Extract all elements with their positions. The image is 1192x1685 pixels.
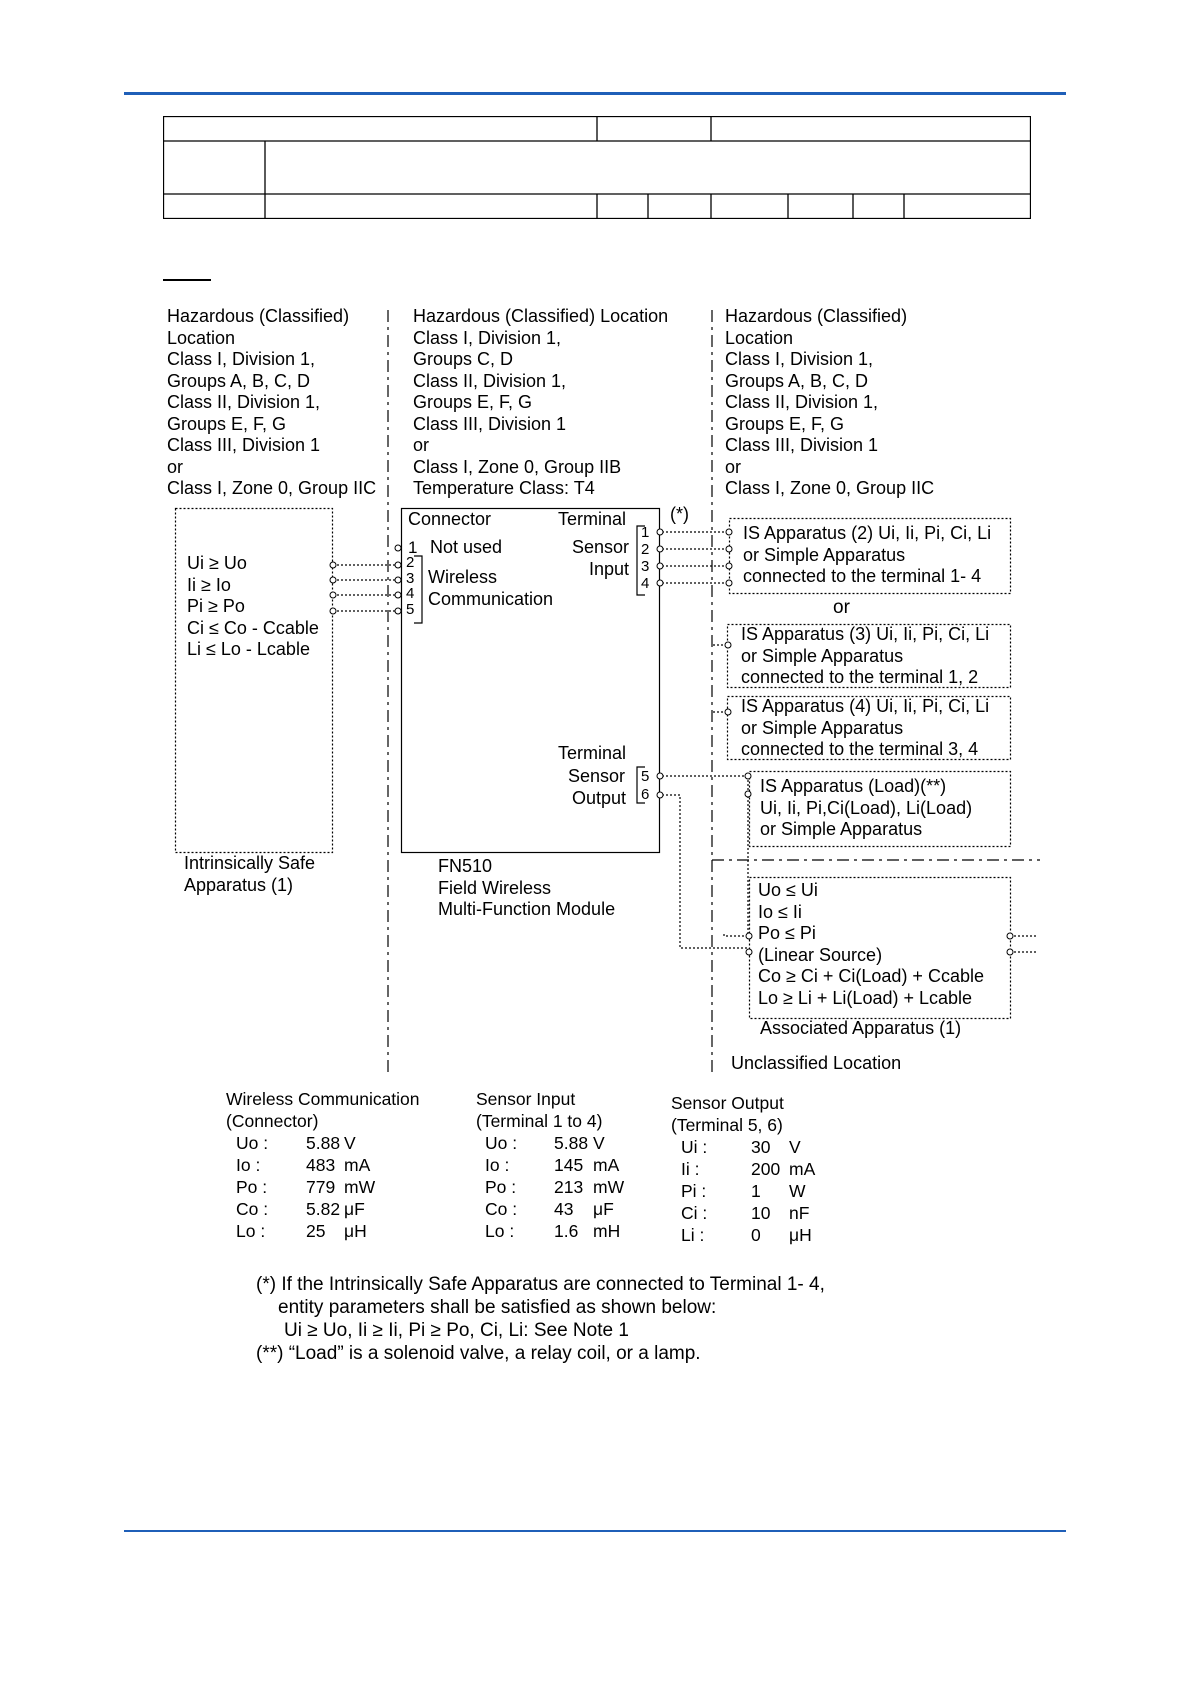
connector-pins: 2 3 4 5	[406, 554, 415, 618]
associated-apparatus-conditions: Uo ≤ Ui Io ≤ Ii Po ≤ Pi (Linear Source) Co ≥ Ci + Ci(Load) + Ccable Lo ≥ Li + Li(Load) + Lcable	[758, 880, 984, 1008]
is-apparatus-1-conditions: Ui ≥ Uo Ii ≥ Io Pi ≥ Po Ci ≤ Co - Ccable Li ≤ Lo - Lcable	[187, 553, 319, 659]
module-caption: FN510 Field Wireless Multi-Function Module	[438, 856, 616, 919]
terminal-label: Terminal	[558, 509, 627, 529]
is-apparatus-load: IS Apparatus (Load)(**) Ui, Ii, Pi,Ci(Load), Li(Load) or Simple Apparatus	[760, 776, 973, 839]
is-apparatus-4: IS Apparatus (4) Ui, Ii, Pi, Ci, Li or Simple Apparatus connected to the terminal 3, 4	[741, 696, 990, 759]
input-terminals: 1 2 3 4	[641, 524, 650, 592]
connector-label: Connector	[408, 509, 492, 529]
star-mark: (*)	[670, 504, 689, 524]
footer-rule	[124, 1530, 1066, 1532]
wireless-label: Wireless Communication	[428, 567, 554, 609]
terminal-label-2: Terminal	[558, 743, 627, 763]
note-star: (*) If the Intrinsically Safe Apparatus are connected to Terminal 1- 4,	[256, 1274, 825, 1295]
not-used-label: Not used	[430, 537, 503, 557]
zone-left-label: Hazardous (Classified) Location Class I, Division 1, Groups A, B, C, D Class II, Division 1, Groups E, F, G Class III, Division 1 or Class I, Zone 0, Group IIC	[167, 306, 377, 498]
unclassified-location: Unclassified Location	[731, 1053, 902, 1073]
note-double-star: (**) “Load” is a solenoid valve, a relay coil, or a lamp.	[256, 1343, 701, 1364]
note-star-line3: Ui ≥ Uo, Ii ≥ Ii, Pi ≥ Po, Ci, Li: See Note 1	[284, 1320, 629, 1341]
output-terminals: 5 6	[641, 768, 650, 803]
sensor-input-label: Sensor Input	[572, 537, 630, 579]
footnotes	[256, 1273, 825, 1365]
connector-pin-1: 1	[408, 538, 418, 557]
note-star-line2: entity parameters shall be satisfied as shown below:	[278, 1297, 717, 1318]
zone-right-label: Hazardous (Classified) Location Class I, Division 1, Groups A, B, C, D Class II, Division 1, Groups E, F, G Class III, Division 1 or Class I, Zone 0, Group IIC	[725, 306, 935, 498]
sensor-output-label: Sensor Output	[568, 766, 627, 808]
associated-apparatus-caption: Associated Apparatus (1)	[760, 1018, 962, 1038]
is-apparatus-3: IS Apparatus (3) Ui, Ii, Pi, Ci, Li or Simple Apparatus connected to the terminal 1, 2	[741, 624, 990, 687]
or-label: or	[833, 597, 850, 618]
is-apparatus-1-caption: Intrinsically Safe Apparatus (1)	[184, 853, 316, 895]
is-apparatus-2: IS Apparatus (2) Ui, Ii, Pi, Ci, Li or Simple Apparatus connected to the terminal 1- 4	[743, 523, 992, 586]
zone-middle-label: Hazardous (Classified) Location Class I, Division 1, Groups C, D Class II, Division 1, Groups E, F, G Class III, Division 1 or Class I, Zone 0, Group IIB Temperature Class: T4	[413, 306, 669, 498]
